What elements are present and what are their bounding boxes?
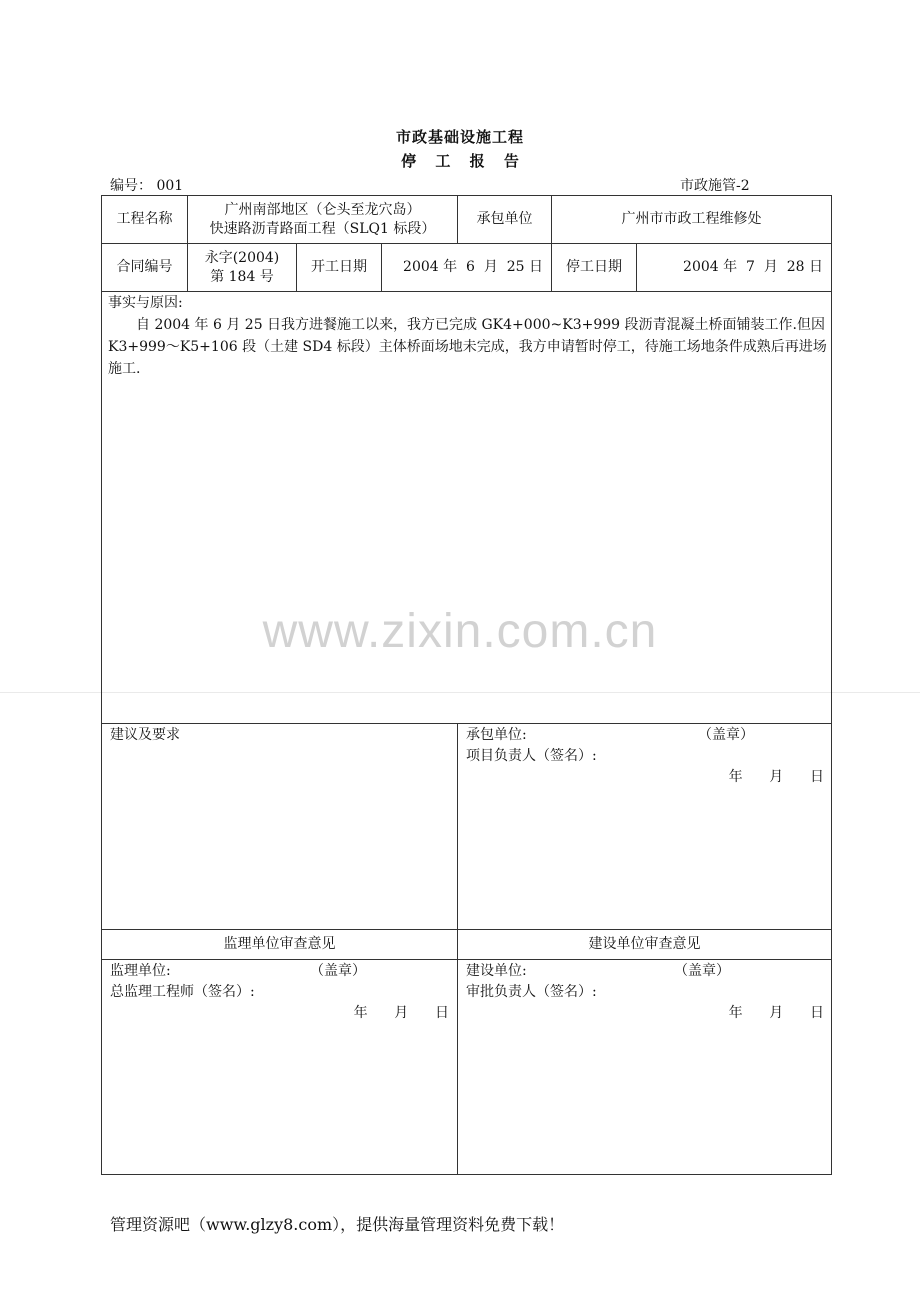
suggestion-seal: （盖章） [698,727,754,743]
contract-number-line2: 第 184 号 [210,268,274,285]
footer-text: 管理资源吧（www.glzy8.com），提供海量管理资料免费下载！ [110,1215,565,1234]
suggestion-date: 年 月 日 [728,769,824,785]
contract-number-label: 合同编号 [116,259,173,275]
suggestion-contractor-unit: 承包单位: [466,727,527,743]
page-divider [0,692,920,693]
project-name-line2: 快速路沥青路面工程（SLQ1 标段） [209,220,436,237]
stop-date-value: 2004 年 7 月 28 日 [683,259,823,275]
supervision-seal: （盖章） [310,963,366,979]
facts-text-block [108,314,830,380]
supervision-unit: 监理单位: [110,963,171,979]
suggestion-person: 项目负责人（签名）: [466,748,597,764]
contractor-value: 广州市市政工程维修处 [621,211,762,227]
start-date-value: 2004 年 6 月 25 日 [403,259,543,275]
construction-unit: 建设单位: [466,963,527,979]
number-label: 编号： [110,178,152,194]
suggestion-label: 建议及要求 [110,727,180,743]
facts-text: 自 2004 年 6 月 25 日我方进餐施工以来，我方已完成 GK4+000~K3+999 段沥青混凝土桥面铺装工作.但因 K3+999～K5+106 段（土建 SD4 标段）主体桥面场地未完成，我方申请暂时停工，待施工场地条件成熟后再进场施工. [108,317,827,377]
construction-date: 年 月 日 [728,1005,824,1021]
watermark: www.zixin.com.cn [262,605,658,658]
project-name-label: 工程名称 [116,211,173,227]
supervision-date: 年 月 日 [353,1005,449,1021]
facts-label: 事实与原因: [108,295,183,311]
project-name-value [188,196,457,243]
contract-number-value [188,244,296,291]
document-number [110,175,183,195]
stop-date-label: 停工日期 [566,259,622,275]
number-value: 001 [156,178,184,194]
project-name-line1: 广州南部地区（仑头至龙穴岛） [224,201,421,218]
contract-number-line1: 永字(2004) [204,249,280,266]
construction-header: 建设单位审查意见 [588,936,701,952]
contractor-label: 承包单位 [476,211,533,227]
supervision-person: 总监理工程师（签名）: [110,984,255,1000]
supervision-header: 监理单位审查意见 [223,936,336,952]
form-code: 市政施管-2 [680,178,750,194]
document-subtitle: 停 工 报 告 [401,152,519,170]
document-title: 市政基础设施工程 [395,128,524,146]
construction-seal: （盖章） [674,963,730,979]
start-date-label: 开工日期 [311,259,367,275]
construction-person: 审批负责人（签名）: [466,984,597,1000]
